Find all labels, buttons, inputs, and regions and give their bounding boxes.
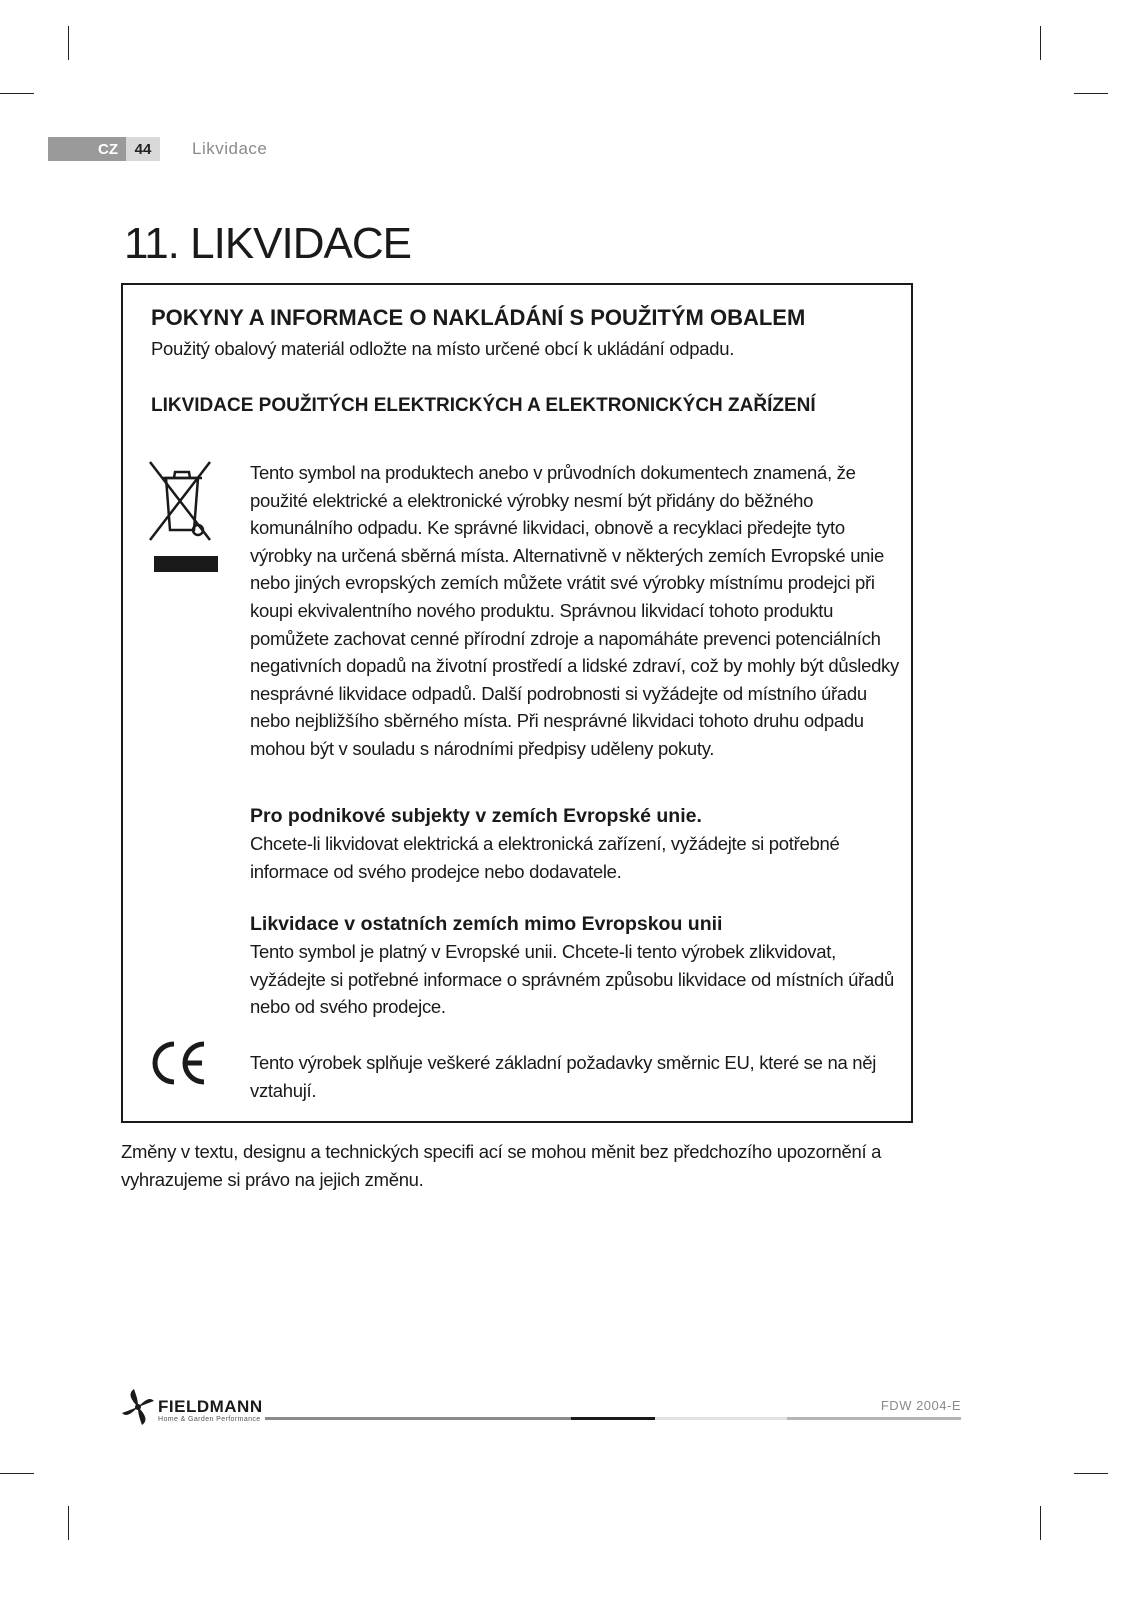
page-title: 11. LIKVIDACE [124,219,411,268]
outside-eu-text: Tento symbol je platný v Evropské unii. Chcete-li tento výrobek zlikvidovat, vyžádejte si potřebné informace o správném způsobu likvidace od místních úřadů nebo od svého prodejce. [250,941,894,1018]
weee-text: Tento symbol na produktech anebo v průvodních dokumentech znamená, že použité elektrické a elektronické výrobky nesmí být přidány do běžného komunálního odpadu. Ke správné likvidaci, obnově a recyklaci předejte tyto výrobky na určená sběrná místa. Alternativně v některých zemích Evropské unie nebo jiných evropských zemích můžete vrátit své výrobky místnímu prodejci při koupi ekvivalentního nového produktu. Správnou likvidací tohoto produktu pomůžete zachovat cenné přírodní zdroje a napomáháte prevenci potenciálních negativních dopadů na životní prostředí a lidské zdraví, což by mohly být důsledky nesprávné likvidace odpadů. Další podrobnosti si vyžádejte od místního úřadu nebo nejbližšího sběrného místa. Při nesprávné likvidaci tohoto druhu odpadu mohou být v souladu s národními předpisy uděleny pokuty. [250,462,899,759]
crop-mark [0,93,34,94]
outside-eu-heading: Likvidace v ostatních zemích mimo Evropskou unii [250,913,723,935]
packaging-text: Použitý obalový materiál odložte na místo určené obcí k ukládání odpadu. [151,338,735,359]
brand-tagline: Home & Garden Performance [158,1416,261,1423]
crop-mark [1040,26,1041,60]
business-text: Chcete-li likvidovat elektrická a elektronická zařízení, vyžádejte si potřebné informace od svého prodejce nebo dodavatele. [250,833,840,882]
business-heading: Pro podnikové subjekty v zemích Evropské unie. [250,805,702,827]
crop-mark [1074,1473,1108,1474]
footnote: Změny v textu, designu a technických specifi ací se mohou měnit bez předchozího upozornění a vyhrazujeme si právo na jejich změnu. [121,1141,882,1190]
crop-mark [68,1506,69,1540]
footer-rule [265,1417,571,1420]
footer-rule [655,1417,787,1420]
language-tab: CZ [48,137,126,161]
crossed-out-wheelie-bin-icon [148,460,222,580]
packaging-heading: POKYNY A INFORMACE O NAKLÁDÁNÍ S POUŽITÝM OBALEM [151,305,806,330]
model-number: FDW 2004-E [880,1398,961,1413]
disposal-info-box [121,283,913,1123]
weee-heading: LIKVIDACE POUŽITÝCH ELEKTRICKÝCH A ELEKTRONICKÝCH ZAŘÍZENÍ [151,395,816,416]
brand-logo [120,1383,270,1429]
brand-name: FIELDMANN [158,1397,263,1416]
crop-mark [1074,93,1108,94]
crop-mark [68,26,69,60]
running-header [48,137,267,161]
footer-rule [571,1417,655,1420]
ce-text: Tento výrobek splňuje veškeré základní požadavky směrnic EU, které se na něj vztahují. [250,1052,877,1101]
section-name: Likvidace [192,139,268,158]
crop-mark [0,1473,34,1474]
ce-mark-icon [148,1040,210,1086]
crop-mark [1040,1506,1041,1540]
fieldmann-fan-logo-icon [120,1387,156,1427]
page-number: 44 [126,137,160,161]
footer-rule [787,1417,961,1420]
